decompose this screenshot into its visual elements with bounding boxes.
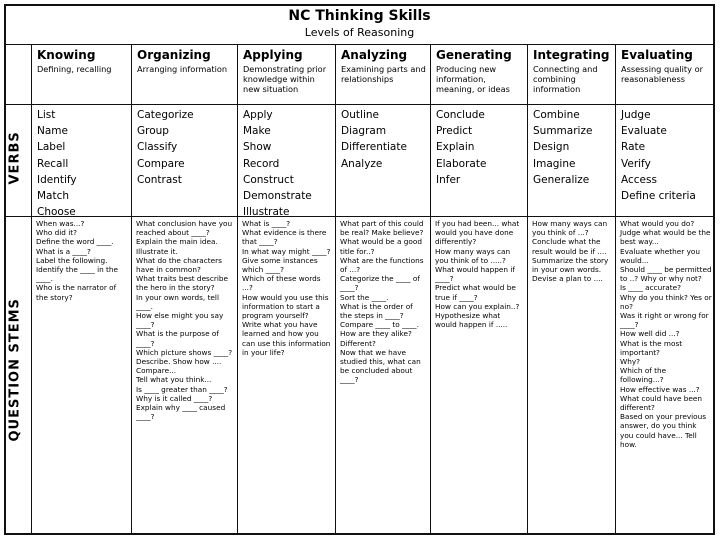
verbs-row-label: VERBS (7, 131, 23, 185)
question-stem: What are the functions of ...? (340, 255, 426, 275)
question-stem: How many ways can you think of ...? (532, 219, 610, 238)
question-stems-row-label: QUESTION STEMS (7, 298, 23, 442)
column-name: Knowing (37, 48, 96, 62)
question-stem: Why is it called ____? (136, 393, 213, 403)
verb-item: Construct (243, 173, 294, 186)
verb-item: Name (37, 125, 68, 138)
column-header-applying (239, 46, 335, 104)
verbs-cell-integrating (529, 104, 615, 216)
question-stem: What would you do? (620, 219, 695, 228)
verb-item: Choose (37, 206, 76, 219)
question-stem: Which of the following...? (620, 366, 669, 385)
column-header-generating (432, 46, 527, 104)
question-stem: Categorize the ____ of ____? (340, 274, 423, 293)
title-divider (4, 44, 715, 45)
question-stem: Label the following. (36, 255, 108, 265)
question-stem: Should ____ be permitted to ..? Why or why not? (620, 265, 714, 284)
verb-item: Outline (341, 109, 379, 121)
column-description: Connecting and combining information (533, 64, 598, 94)
question-stem: How else might you say ____? (136, 311, 226, 330)
column-divider (237, 44, 238, 534)
verb-item: Label (37, 141, 66, 154)
verb-item: Categorize (137, 109, 194, 121)
question-stem: Explain why ____ caused ____? (136, 403, 228, 422)
column-name: Integrating (533, 48, 610, 62)
column-description: Assessing quality or reasonableness (621, 64, 703, 84)
question-stem: When was...? (36, 219, 85, 228)
stems-cell-analyzing (337, 216, 430, 532)
column-header-organizing (133, 46, 237, 104)
verb-item: List (37, 109, 56, 121)
question-stem: Was it right or wrong for ____? (620, 311, 712, 330)
verb-item: Verify (621, 157, 651, 170)
page-title: NC Thinking Skills (288, 8, 431, 24)
question-stem: Why do you think? Yes or no? (620, 292, 715, 311)
question-stem: In your own words, tell ____. (136, 292, 222, 311)
verb-item: Make (243, 125, 271, 138)
verb-item: Analyze (341, 157, 383, 170)
question-stem: How effective was ...? (620, 384, 700, 394)
verb-item: Access (621, 173, 657, 186)
question-stem: Conclude what the result would be if .... (532, 237, 607, 256)
verb-item: Summarize (533, 125, 593, 138)
column-divider (527, 44, 528, 534)
stems-cell-applying (239, 216, 335, 532)
verb-item: Record (243, 157, 280, 170)
question-stem: What conclusion have you reached about ____? (136, 219, 235, 238)
question-stem: What would happen if ____? (435, 265, 518, 284)
question-stem: What would be a good title for..? (340, 237, 425, 256)
stems-cell-knowing (33, 216, 131, 532)
column-name: Applying (243, 48, 303, 62)
question-stem: Why? (620, 357, 641, 367)
question-stem: How many ways can you think of to .....? (435, 246, 513, 265)
verb-item: Apply (243, 109, 273, 121)
column-divider (31, 44, 32, 534)
column-description: Producing new information, meaning, or ideas (436, 64, 510, 94)
question-stem: How well did ...? (620, 329, 680, 339)
question-stem: Which picture shows ____? (136, 347, 233, 357)
verb-item: Illustrate (243, 206, 290, 219)
question-stem: Based on your previous answer, do you think you could have... Tell how. (620, 412, 709, 449)
verb-item: Match (37, 190, 70, 203)
verb-item: Generalize (533, 173, 590, 186)
column-header-knowing (33, 46, 131, 104)
column-name: Generating (436, 48, 512, 62)
column-name: Analyzing (341, 48, 408, 62)
question-stem: Write what you have learned and how you can use this information in your life? (242, 320, 333, 357)
verb-item: Contrast (137, 173, 182, 186)
question-stem: Define the word ____. (36, 237, 114, 247)
column-header-analyzing (337, 46, 430, 104)
verbs-cell-knowing (33, 104, 131, 219)
question-stem: What is the purpose of ____? (136, 329, 222, 348)
verb-item: Demonstrate (243, 190, 312, 203)
column-divider (131, 44, 132, 534)
question-stem: What could have been different? (620, 393, 705, 413)
question-stem: How can you explain..? (435, 301, 520, 311)
question-stem: What do the characters have in common? (136, 255, 225, 275)
question-stem: What evidence is there that ____? (242, 228, 329, 247)
question-stem: Give some instances which ____? (242, 255, 321, 275)
verbs-cell-analyzing (337, 104, 430, 216)
question-stem: How would you use this information to start a program yourself? (242, 292, 331, 321)
verb-item: Infer (436, 173, 461, 186)
verb-item: Judge (621, 109, 651, 121)
verb-item: Recall (37, 157, 69, 170)
verb-item: Conclude (436, 109, 485, 121)
column-description: Demonstrating prior knowledge within new situation (243, 64, 327, 94)
column-header-integrating (529, 46, 615, 104)
question-stem: Describe. Show how .... (136, 357, 222, 367)
stems-cell-integrating (529, 216, 615, 532)
question-stem: Compare... (136, 366, 177, 376)
verb-item: Predict (436, 125, 473, 138)
verb-item: Classify (137, 141, 178, 154)
question-stem: Explain the main idea. (136, 237, 218, 247)
stems-cell-evaluating (617, 216, 715, 532)
column-divider (430, 44, 431, 534)
verb-item: Compare (137, 157, 185, 170)
question-stem: If you had been... what would you have done differently? (435, 219, 522, 247)
column-name: Evaluating (621, 48, 693, 62)
verb-item: Explain (436, 141, 475, 154)
column-description: Examining parts and relationships (341, 64, 426, 84)
verbs-cell-evaluating (617, 104, 715, 216)
question-stem: Sort the ____. (340, 292, 389, 302)
verbs-cell-organizing (133, 104, 237, 216)
verb-item: Design (533, 141, 570, 154)
question-stem: What traits best describe the hero in the story? (136, 274, 231, 293)
verb-item: Diagram (341, 125, 387, 138)
question-stem: What is ____? (242, 219, 291, 228)
question-stem: What is a ____? (36, 246, 91, 256)
question-stem: Hypothesize what would happen if ..... (435, 311, 508, 330)
verb-item: Rate (621, 141, 646, 154)
verb-item: Differentiate (341, 141, 407, 154)
question-stem: Who is the narrator of the story? (36, 283, 119, 302)
question-stem: Is ____ greater than ____? (136, 384, 228, 394)
question-stem: Predict what would be true if ____? (435, 283, 519, 302)
verbs-cell-generating (432, 104, 527, 216)
verb-item: Combine (533, 109, 580, 121)
question-stem: Is ____ accurate? (620, 283, 682, 293)
column-header-evaluating (617, 46, 715, 104)
verb-item: Imagine (533, 157, 576, 170)
question-stem: Devise a plan to .... (532, 274, 603, 284)
column-name: Organizing (137, 48, 211, 62)
question-stem: Which of these words ...? (242, 274, 323, 293)
question-stem: What is the most important? (620, 338, 685, 357)
question-stem: Identify the ____ in the ____. (36, 265, 121, 284)
verb-item: Show (243, 141, 272, 154)
column-divider (615, 44, 616, 534)
column-description: Defining, recalling (37, 64, 112, 74)
verb-item: Elaborate (436, 157, 487, 170)
question-stem: In what way might ____? (242, 246, 331, 256)
stems-cell-generating (432, 216, 527, 532)
verb-item: Identify (37, 173, 77, 186)
question-stem: Tell what you think... (136, 375, 212, 385)
question-stem: Illustrate it. (136, 246, 178, 256)
verbs-cell-applying (239, 104, 335, 219)
question-stem: Now that we have studied this, what can be concluded about ____? (340, 347, 424, 385)
verb-item: Group (137, 125, 169, 138)
question-stem: Who did it? (36, 228, 77, 238)
page-subtitle: Levels of Reasoning (304, 26, 415, 39)
question-stem: Judge what would be the best way... (620, 228, 713, 247)
column-description: Arranging information (137, 64, 228, 74)
question-stem: Evaluate whether you would... (620, 246, 703, 265)
column-divider (335, 44, 336, 534)
question-stem: What is the order of the steps in ____? (340, 301, 416, 321)
question-stem: Summarize the story in your own words. (532, 255, 611, 275)
question-stem: What part of this could be real? Make believe? (340, 219, 426, 238)
verb-item: Define criteria (621, 190, 696, 203)
verb-item: Evaluate (621, 125, 667, 138)
question-stem: Compare ____ to ____. How are they alike? Different? (340, 320, 422, 348)
stems-cell-organizing (133, 216, 237, 532)
